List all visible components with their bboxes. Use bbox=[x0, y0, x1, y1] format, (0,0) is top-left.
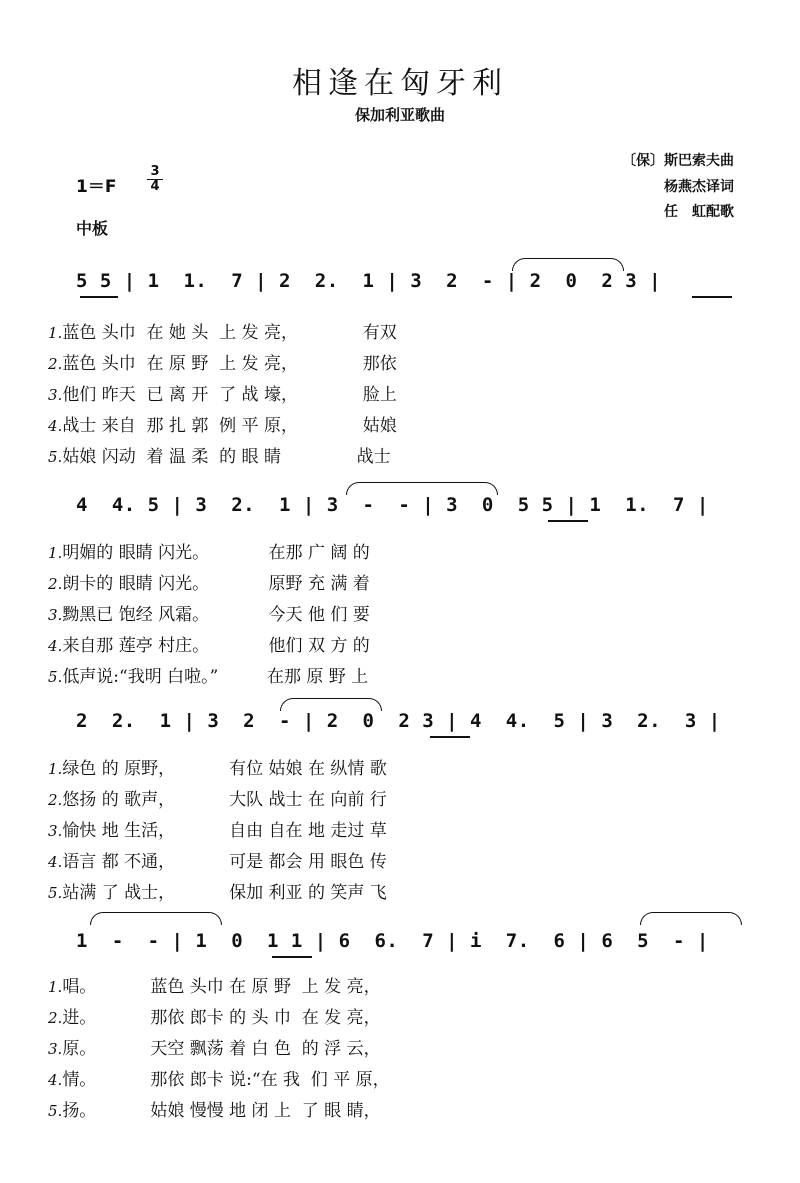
tie-mark bbox=[90, 912, 222, 925]
lyric-line: 1.明媚的 眼睛 闪光。 在那 广 阔 的 bbox=[48, 543, 370, 563]
key-signature: 1＝F bbox=[76, 177, 117, 197]
time-signature-top: 3 bbox=[150, 164, 160, 179]
lyric-line: 3.愉快 地 生活， 自由 自在 地 走过 草 bbox=[48, 821, 387, 841]
notation-line-4: 1 - - | 1 0 1 1 | 6 6. 7 | i 7. 6 | 6 5 - | bbox=[76, 930, 709, 952]
beam-mark bbox=[430, 736, 470, 738]
lyric-line: 2.进。 那依 郎卡 的 头 巾 在 发 亮， bbox=[48, 1008, 381, 1028]
tempo-marking: 中板 bbox=[76, 219, 109, 238]
tie-mark bbox=[512, 258, 624, 271]
lyric-line: 1.绿色 的 原野， 有位 姑娘 在 纵情 歌 bbox=[48, 759, 387, 779]
lyric-line: 5.扬。 姑娘 慢慢 地 闭 上 了 眼 睛， bbox=[48, 1101, 381, 1121]
beam-mark bbox=[692, 296, 732, 298]
lyric-line: 4.战士 来自 那 扎 郭 例 平 原， 姑娘 bbox=[48, 416, 397, 436]
lyric-line: 2.蓝色 头巾 在 原 野 上 发 亮， 那依 bbox=[48, 354, 397, 374]
tie-mark bbox=[280, 698, 382, 711]
notation-line-1: 5 5 | 1 1. 7 | 2 2. 1 | 3 2 - | 2 0 2 3 | bbox=[76, 270, 662, 292]
song-title: 相逢在匈牙利 bbox=[292, 66, 508, 101]
arranger-credit: 任 虹配歌 bbox=[664, 204, 734, 220]
lyric-line: 5.站满 了 战士， 保加 利亚 的 笑声 飞 bbox=[48, 883, 387, 903]
lyric-line: 3.原。 天空 飘荡 着 白 色 的 浮 云， bbox=[48, 1039, 381, 1059]
lyric-line: 4.情。 那依 郎卡 说:“在 我 们 平 原， bbox=[48, 1070, 390, 1090]
lyric-line: 3.黝黑已 饱经 风霜。 今天 他 们 要 bbox=[48, 605, 370, 625]
time-signature-bottom: 4 bbox=[150, 179, 160, 194]
lyric-line: 5.低声说:“我明 白啦。” 在那 原 野 上 bbox=[48, 667, 369, 687]
tie-mark bbox=[640, 912, 742, 925]
lyric-line: 4.语言 都 不通， 可是 都会 用 眼色 传 bbox=[48, 852, 387, 872]
lyric-line: 1.唱。 蓝色 头巾 在 原 野 上 发 亮， bbox=[48, 977, 381, 997]
translator-credit: 杨燕杰译词 bbox=[664, 179, 734, 195]
beam-mark bbox=[548, 520, 588, 522]
composer-credit: 〔保〕斯巴索夫曲 bbox=[622, 153, 734, 169]
song-subtitle: 保加利亚歌曲 bbox=[354, 106, 445, 124]
lyric-line: 4.来自那 莲亭 村庄。 他们 双 方 的 bbox=[48, 636, 370, 656]
notation-line-2: 4 4. 5 | 3 2. 1 | 3 - - | 3 0 5 5 | 1 1. 7 | bbox=[76, 494, 709, 516]
lyric-line: 2.悠扬 的 歌声， 大队 战士 在 向前 行 bbox=[48, 790, 387, 810]
beam-mark bbox=[80, 296, 118, 298]
lyric-line: 1.蓝色 头巾 在 她 头 上 发 亮， 有双 bbox=[48, 323, 397, 343]
lyric-line: 5.姑娘 闪动 着 温 柔 的 眼 睛 战士 bbox=[48, 447, 391, 467]
tie-mark bbox=[346, 482, 498, 495]
lyric-line: 3.他们 昨天 已 离 开 了 战 壕， 脸上 bbox=[48, 385, 397, 405]
time-signature bbox=[145, 166, 165, 193]
notation-line-3: 2 2. 1 | 3 2 - | 2 0 2 3 | 4 4. 5 | 3 2. 3 | bbox=[76, 710, 721, 732]
beam-mark bbox=[272, 956, 312, 958]
lyric-line: 2.朗卡的 眼睛 闪光。 原野 充 满 着 bbox=[48, 574, 370, 594]
